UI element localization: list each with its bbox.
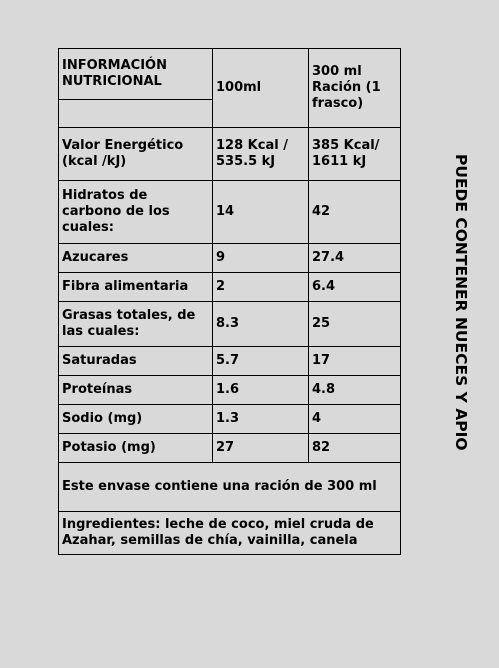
- ingredients-row: [59, 512, 401, 555]
- nutrition-table: [58, 48, 401, 555]
- row-value-portion: 6.4: [309, 273, 401, 302]
- table-row: [59, 405, 401, 434]
- row-value-100ml: 128 Kcal / 535.5 kJ: [213, 128, 309, 181]
- row-value-100ml: 27: [213, 434, 309, 463]
- table-title: INFORMACIÓN NUTRICIONAL: [59, 49, 213, 100]
- allergen-warning: PUEDE CONTENER NUECES Y APIO: [452, 154, 470, 451]
- row-value-100ml: 1.3: [213, 405, 309, 434]
- serving-note: Este envase contiene una ración de 300 ml: [59, 463, 401, 512]
- table-row: [59, 347, 401, 376]
- row-value-100ml: 14: [213, 181, 309, 244]
- nutrition-label: [58, 48, 400, 555]
- row-value-portion: 82: [309, 434, 401, 463]
- row-value-portion: 385 Kcal/ 1611 kJ: [309, 128, 401, 181]
- row-label-saturated: Saturadas: [59, 347, 213, 376]
- table-row: [59, 181, 401, 244]
- row-value-portion: 42: [309, 181, 401, 244]
- table-row: [59, 434, 401, 463]
- row-label-sodium: Sodio (mg): [59, 405, 213, 434]
- row-value-portion: 17: [309, 347, 401, 376]
- serving-note-row: [59, 463, 401, 512]
- column-header-100ml: 100ml: [213, 49, 309, 128]
- row-value-100ml: 1.6: [213, 376, 309, 405]
- row-label-protein: Proteínas: [59, 376, 213, 405]
- row-value-100ml: 5.7: [213, 347, 309, 376]
- row-value-portion: 4: [309, 405, 401, 434]
- table-row: [59, 244, 401, 273]
- header-spacer-cell: [59, 100, 213, 128]
- row-value-portion: 27.4: [309, 244, 401, 273]
- table-row: [59, 302, 401, 347]
- row-label-sugars: Azucares: [59, 244, 213, 273]
- row-value-100ml: 9: [213, 244, 309, 273]
- header-row: [59, 49, 401, 100]
- row-label-carbs: Hidratos de carbono de los cuales:: [59, 181, 213, 244]
- row-value-portion: 4.8: [309, 376, 401, 405]
- row-label-fat: Grasas totales, de las cuales:: [59, 302, 213, 347]
- row-label-fiber: Fibra alimentaria: [59, 273, 213, 302]
- table-row: [59, 376, 401, 405]
- row-label-potassium: Potasio (mg): [59, 434, 213, 463]
- table-row: [59, 128, 401, 181]
- row-value-100ml: 8.3: [213, 302, 309, 347]
- row-value-portion: 25: [309, 302, 401, 347]
- table-row: [59, 273, 401, 302]
- row-label-energy: Valor Energético (kcal /kJ): [59, 128, 213, 181]
- ingredients-text: Ingredientes: leche de coco, miel cruda de Azahar, semillas de chía, vainilla, canela: [59, 512, 401, 555]
- column-header-portion: 300 ml Ración (1 frasco): [309, 49, 401, 128]
- row-value-100ml: 2: [213, 273, 309, 302]
